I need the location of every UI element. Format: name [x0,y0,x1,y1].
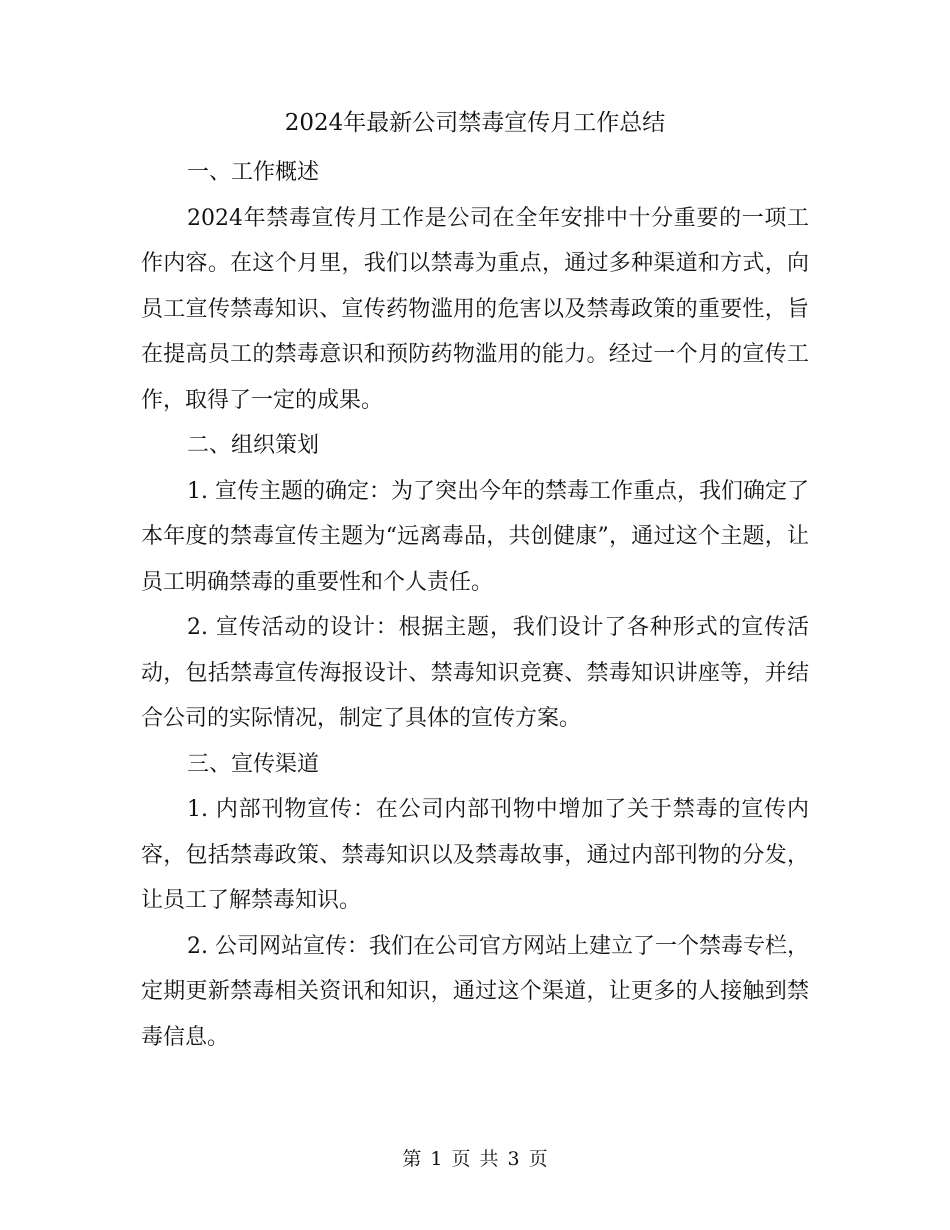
paragraph-overview: 2024年禁毒宣传月工作是公司在全年安排中十分重要的一项工作内容。在这个月里，我们以禁毒为重点，通过多种渠道和方式，向员工宣传禁毒知识、宣传药物滥用的危害以及禁毒政策的重要性，旨在提高员工的禁毒意识和预防药物滥用的能力。经过一个月的宣传工作，取得了一定的成果。 [141,205,809,413]
paragraph-activities: 2. 宣传活动的设计：根据主题，我们设计了各种形式的宣传活动，包括禁毒宣传海报设计、禁毒知识竞赛、禁毒知识讲座等，并结合公司的实际情况，制定了具体的宣传方案。 [141,615,809,731]
section-heading-overview: 一、工作概述 [187,160,320,185]
document-body [141,150,809,1060]
paragraph-internal-publication: 1. 内部刊物宣传：在公司内部刊物中增加了关于禁毒的宣传内容，包括禁毒政策、禁毒知识以及禁毒故事，通过内部刊物的分发，让员工了解禁毒知识。 [141,797,809,913]
section-heading-planning: 二、组织策划 [187,433,320,458]
paragraph-company-website: 2. 公司网站宣传：我们在公司官方网站上建立了一个禁毒专栏，定期更新禁毒相关资讯和知识，通过这个渠道，让更多的人接触到禁毒信息。 [141,933,809,1050]
paragraph-theme: 1. 宣传主题的确定：为了突出今年的禁毒工作重点，我们确定了本年度的禁毒宣传主题为“远离毒品，共创健康”，通过这个主题，让员工明确禁毒的重要性和个人责任。 [141,478,809,595]
section-heading-channels: 三、宣传渠道 [187,751,320,777]
page-number-footer: 第 1 页 共 3 页 [402,1148,548,1170]
document-title: 2024年最新公司禁毒宣传月工作总结 [284,110,666,136]
